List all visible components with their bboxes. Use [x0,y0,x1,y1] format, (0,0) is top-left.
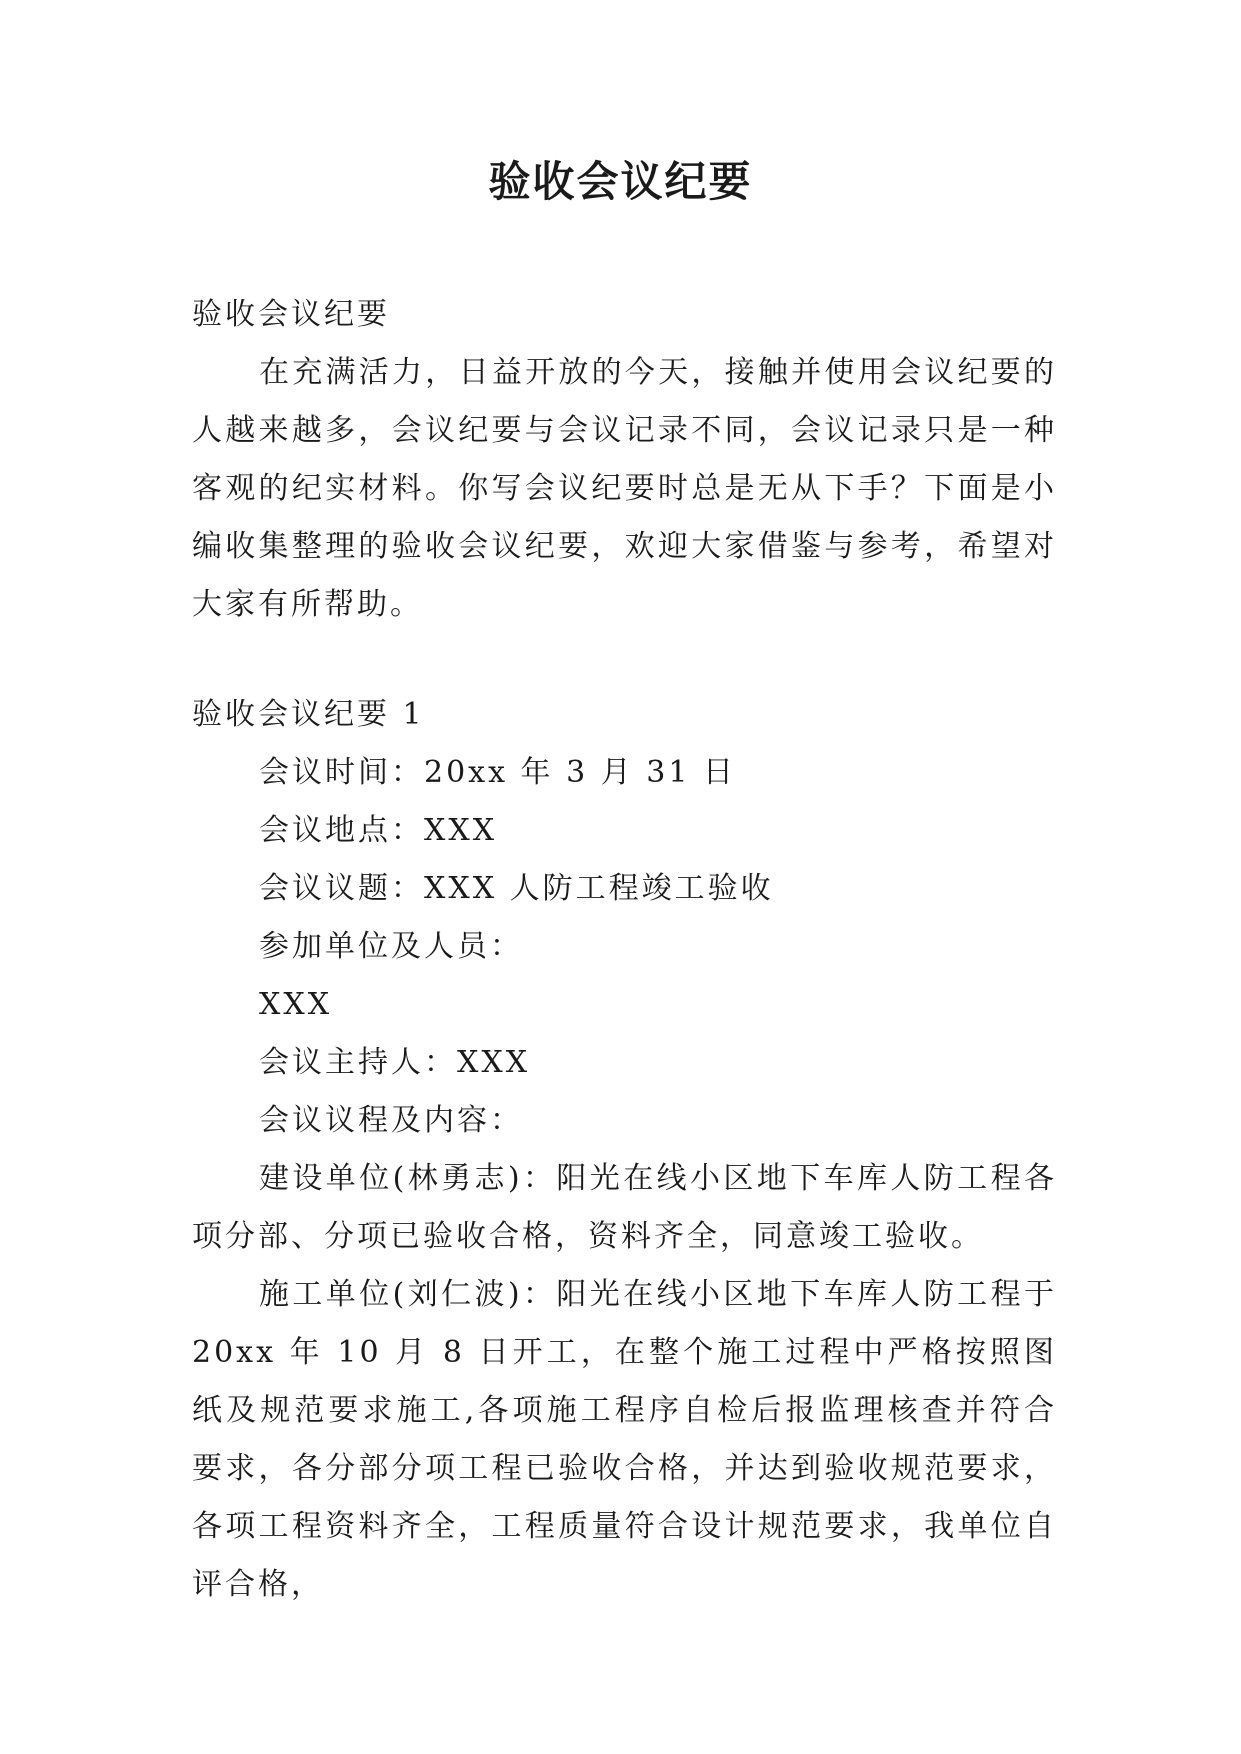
agenda-label-line: 会议议程及内容： [259,1103,523,1138]
construction-owner-paragraph: 建设单位(林勇志)：阳光在线小区地下车库人防工程各项分部、分项已验收合格，资料齐全，同意竣工验收。 [192,1161,1057,1254]
meeting-topic-line: 会议议题：XXX 人防工程竣工验收 [259,871,774,906]
section1-heading: 验收会议纪要 1 [192,697,425,732]
meeting-location-line: 会议地点：XXX [259,813,498,848]
section-heading: 验收会议纪要 [192,297,390,332]
document-title: 验收会议纪要 [488,157,753,206]
paragraph-spacer [192,634,1057,686]
participants-label-line: 参加单位及人员： [259,929,523,964]
meeting-host-line: 会议主持人：XXX [259,1045,531,1080]
participants-value-line: XXX [259,987,333,1022]
intro-paragraph: 在充满活力，日益开放的今天，接触并使用会议纪要的人越来越多，会议纪要与会议记录不同，会议记录只是一种客观的纪实材料。你写会议纪要时总是无从下手？下面是小编收集整理的验收会议纪要，欢迎大家借鉴与参考，希望对大家有所帮助。 [192,355,1057,622]
contractor-paragraph: 施工单位(刘仁波)：阳光在线小区地下车库人防工程于20xx 年 10 月 8 日开工，在整个施工过程中严格按照图纸及规范要求施工,各项施工程序自检后报监理核查并符合要求，各分部分项工程已验收合格，并达到验收规范要求，各项工程资料齐全，工程质量符合设计规范要求，我单位自评合格， [192,1277,1057,1602]
meeting-time-line: 会议时间：20xx 年 3 月 31 日 [259,755,736,790]
document-body [192,286,1057,1614]
